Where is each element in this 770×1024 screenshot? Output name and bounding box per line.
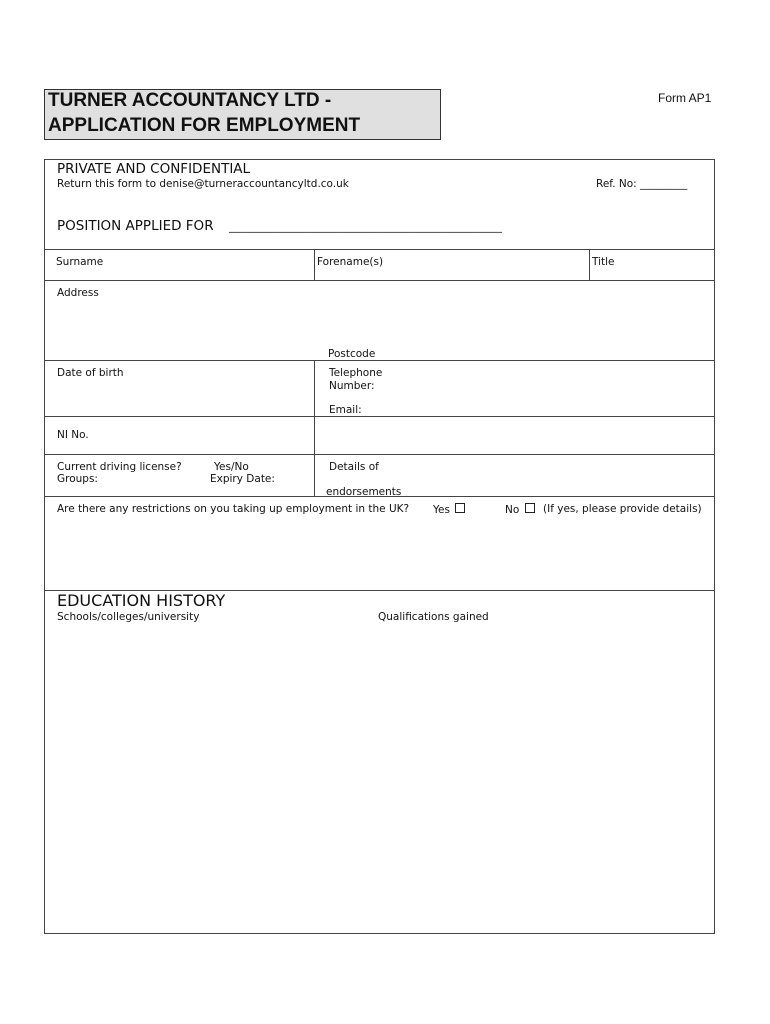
form-code: Form AP1 — [658, 91, 712, 105]
ni-number-field[interactable]: NI No. — [57, 429, 89, 441]
row-divider — [44, 454, 715, 455]
position-applied-field[interactable]: ____________________________________________________ — [229, 221, 502, 233]
restrictions-no-label: No — [505, 504, 520, 516]
column-divider — [314, 360, 315, 496]
education-history-heading: EDUCATION HISTORY — [57, 591, 226, 610]
restrictions-question: Are there any restrictions on you taking up employment in the UK? — [57, 503, 410, 515]
schools-column-header: Schools/colleges/university — [57, 611, 200, 623]
postcode-field[interactable]: Postcode — [328, 348, 376, 360]
checkbox-icon[interactable] — [525, 503, 535, 513]
groups-field[interactable]: Groups: — [57, 473, 98, 485]
telephone-label: Telephone — [329, 367, 383, 379]
form-outline — [44, 159, 715, 934]
forenames-field[interactable]: Forename(s) — [317, 256, 384, 268]
row-divider — [44, 416, 715, 417]
title-field[interactable]: Title — [592, 256, 615, 268]
row-divider — [44, 360, 715, 361]
driving-license-label: Current driving license? — [57, 461, 182, 473]
endorsements-field[interactable]: endorsements — [326, 486, 402, 498]
restrictions-yes-label: Yes — [433, 504, 450, 516]
company-name: TURNER ACCOUNTANCY LTD - — [48, 90, 332, 111]
return-instructions: Return this form to denise@turneraccountancyltd.co.uk — [57, 178, 349, 190]
date-of-birth-field[interactable]: Date of birth — [57, 367, 124, 379]
telephone-number-field[interactable]: Number: — [329, 380, 375, 392]
row-divider — [44, 249, 715, 250]
qualifications-column-header: Qualifications gained — [378, 611, 489, 623]
address-field[interactable]: Address — [57, 287, 99, 299]
row-divider — [44, 280, 715, 281]
details-of-label: Details of — [329, 461, 379, 473]
ref-no-field[interactable]: Ref. No: _________ — [596, 178, 688, 190]
surname-field[interactable]: Surname — [56, 256, 104, 268]
confidential-label: PRIVATE AND CONFIDENTIAL — [57, 161, 251, 177]
form-title: APPLICATION FOR EMPLOYMENT — [48, 115, 361, 136]
column-divider — [589, 249, 590, 280]
position-applied-label: POSITION APPLIED FOR — [57, 218, 214, 234]
driving-license-yes-no[interactable]: Yes/No — [214, 461, 249, 473]
expiry-date-field[interactable]: Expiry Date: — [210, 473, 275, 485]
column-divider — [314, 249, 315, 280]
restrictions-details-note: (If yes, please provide details) — [543, 503, 702, 515]
checkbox-icon[interactable] — [455, 503, 465, 513]
email-field[interactable]: Email: — [329, 404, 362, 416]
restrictions-yes-option[interactable] — [433, 503, 465, 516]
restrictions-no-option[interactable] — [505, 503, 535, 516]
